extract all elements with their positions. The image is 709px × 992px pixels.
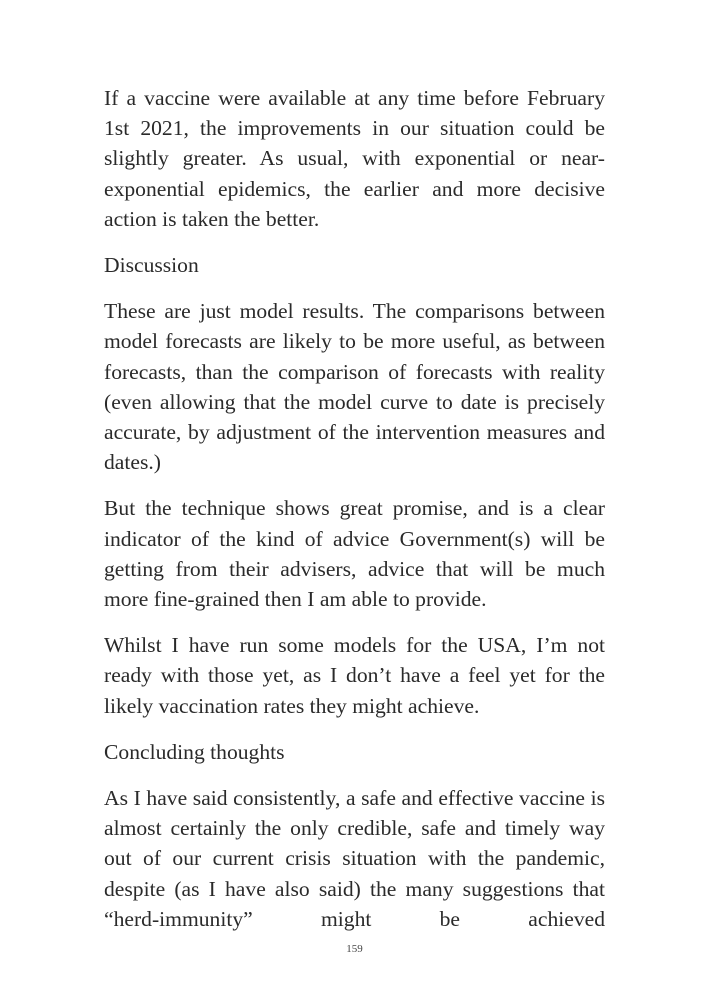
paragraph-usa-models: Whilst I have run some models for the USA, I’m not ready with those yet, as I don’t have a feel yet for the likely vaccination rates they might achieve. [104,633,605,718]
page-number: 159 [346,943,363,955]
paragraph-technique-promise: But the technique shows great promise, and is a clear indicator of the kind of advice Government(s) will be getting from their advisers, advice that will be much more fine-grained then I am able to provide. [104,496,605,612]
section-heading-discussion: Discussion [104,253,199,278]
page-body [104,83,605,934]
paragraph-model-results: These are just model results. The comparisons between model forecasts are likely to be more useful, as between forecasts, than the comparison of forecasts with reality (even allowing that the model curve to date is precisely accurate, by adjustment of the intervention measures and dates.) [104,299,605,475]
paragraph-concluding: As I have said consistently, a safe and effective vaccine is almost certainly the only credible, safe and timely way out of our current crisis situation with the pandemic, despite (as I have also said) the many suggestions that “herd-immunity” might be achieved [104,786,605,931]
paragraph-vaccine-timing: If a vaccine were available at any time before February 1st 2021, the improvements in our situation could be slightly greater. As usual, with exponential or near-exponential epidemics, the earlier and more decisive action is taken the better. [104,86,605,231]
section-heading-concluding-thoughts: Concluding thoughts [104,739,285,764]
